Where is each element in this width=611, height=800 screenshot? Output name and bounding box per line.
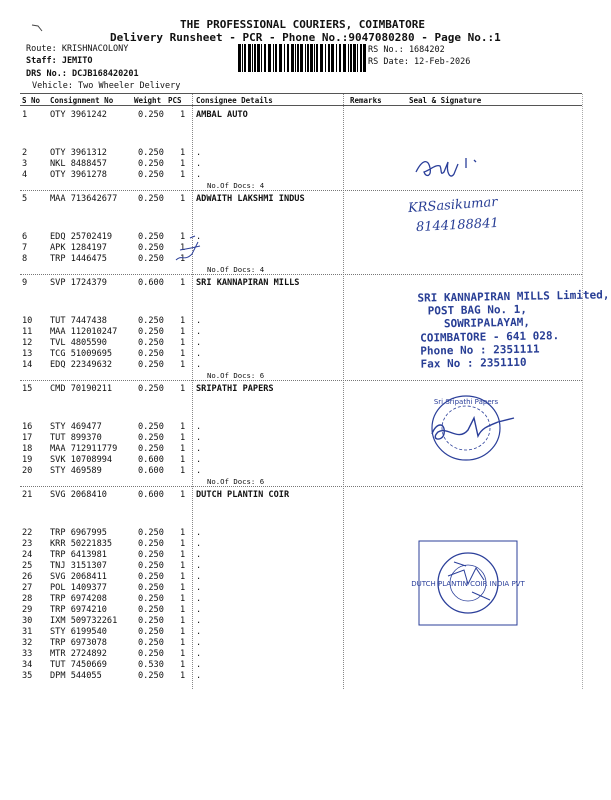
row-consignment: TCG 51009695 <box>50 349 113 359</box>
stamp-text: DUTCH PLANTIN COIR INDIA PVT <box>411 580 525 588</box>
stamp-line: Fax No : 2351110 <box>420 355 527 371</box>
barcode-bar <box>268 44 271 72</box>
row-pcs: 1 <box>180 159 186 169</box>
row-consignee: . <box>196 338 202 348</box>
row-consignee: . <box>196 159 202 169</box>
row-weight: 0.250 <box>138 316 164 326</box>
row-consignment: EDQ 25702419 <box>50 232 113 242</box>
row-weight: 0.250 <box>138 349 164 359</box>
row-sno: 25 <box>22 561 33 571</box>
row-consignment: DPM 544055 <box>50 671 102 681</box>
row-weight: 0.600 <box>138 490 164 500</box>
row-weight: 0.250 <box>138 616 164 626</box>
barcode-bar <box>261 44 262 72</box>
row-consignment: OTY 3961278 <box>50 170 107 180</box>
stamp-line: SRI KANNAPIRAN MILLS Limited, <box>417 288 610 305</box>
barcode-bar <box>244 44 246 72</box>
row-sno: 29 <box>22 605 33 615</box>
row-pcs: 1 <box>180 232 186 242</box>
table-row <box>0 278 600 288</box>
row-weight: 0.250 <box>138 243 164 253</box>
row-sno: 30 <box>22 616 33 626</box>
row-pcs: 1 <box>180 561 186 571</box>
row-sno: 17 <box>22 433 33 443</box>
row-pcs: 1 <box>180 638 186 648</box>
row-sno: 5 <box>22 194 28 204</box>
table-row <box>0 194 600 204</box>
row-sno: 18 <box>22 444 33 454</box>
row-sno: 1 <box>22 110 28 120</box>
row-consignment: TRP 6413981 <box>50 550 107 560</box>
row-consignment: CMD 70190211 <box>50 384 113 394</box>
barcode-bar <box>328 44 330 72</box>
row-pcs: 1 <box>180 422 186 432</box>
row-consignment: STY 6199540 <box>50 627 107 637</box>
row-consignee: AMBAL AUTO <box>196 110 248 120</box>
row-sno: 7 <box>22 243 28 253</box>
row-consignee: SRIPATHI PAPERS <box>196 384 274 394</box>
barcode-bar <box>248 44 251 72</box>
row-sno: 9 <box>22 278 28 288</box>
row-sno: 20 <box>22 466 33 476</box>
row-consignee: . <box>196 170 202 180</box>
barcode-bar <box>316 44 318 72</box>
col-sno: S No <box>22 96 41 105</box>
row-consignment: TRP 6974210 <box>50 605 107 615</box>
row-sno: 23 <box>22 539 33 549</box>
barcode <box>238 44 366 74</box>
row-consignment: SVK 10708994 <box>50 455 113 465</box>
row-consignee: . <box>196 148 202 158</box>
row-consignee: SRI KANNAPIRAN MILLS <box>196 278 300 288</box>
row-sno: 27 <box>22 583 33 593</box>
table-row <box>0 243 600 253</box>
round-stamp <box>418 392 530 464</box>
vehicle-label: Vehicle: Two Wheeler Delivery <box>32 81 181 91</box>
row-pcs: 1 <box>180 444 186 454</box>
docs-count: No.Of Docs: 4 <box>207 265 265 274</box>
row-sno: 15 <box>22 384 33 394</box>
row-pcs: 1 <box>180 433 186 443</box>
route-label: Route: KRISHNACOLONY <box>26 44 129 54</box>
row-pcs: 1 <box>180 490 186 500</box>
table-row <box>0 649 600 659</box>
pen-tick-icon <box>172 232 204 266</box>
table-row <box>0 232 600 242</box>
barcode-bar <box>360 44 362 72</box>
row-consignment: TRP 1446475 <box>50 254 107 264</box>
row-consignment: EDQ 22349632 <box>50 360 113 370</box>
table-row <box>0 148 600 158</box>
row-weight: 0.250 <box>138 254 164 264</box>
barcode-bar <box>273 44 274 72</box>
barcode-bar <box>297 44 299 72</box>
row-sno: 32 <box>22 638 33 648</box>
row-pcs: 1 <box>180 455 186 465</box>
row-weight: 0.250 <box>138 638 164 648</box>
barcode-bar <box>339 44 341 72</box>
barcode-bar <box>320 44 323 72</box>
row-pcs: 1 <box>180 605 186 615</box>
docs-count: No.Of Docs: 6 <box>207 371 265 380</box>
barcode-bar <box>257 44 260 72</box>
row-pcs: 1 <box>180 528 186 538</box>
barcode-bar <box>275 44 277 72</box>
barcode-bar <box>287 44 289 72</box>
row-weight: 0.250 <box>138 170 164 180</box>
row-consignee: . <box>196 627 202 637</box>
row-weight: 0.250 <box>138 594 164 604</box>
row-pcs: 1 <box>180 194 186 204</box>
table-row <box>0 627 600 637</box>
row-weight: 0.250 <box>138 528 164 538</box>
barcode-bar <box>336 44 337 72</box>
barcode-bar <box>325 44 326 72</box>
row-sno: 3 <box>22 159 28 169</box>
row-consignment: TRP 6974208 <box>50 594 107 604</box>
table-row <box>0 110 600 120</box>
row-sno: 28 <box>22 594 33 604</box>
docs-count: No.Of Docs: 6 <box>207 477 265 486</box>
row-weight: 0.250 <box>138 444 164 454</box>
row-weight: 0.250 <box>138 627 164 637</box>
table-row <box>0 254 600 264</box>
row-consignment: TRP 6967995 <box>50 528 107 538</box>
col-weight: Weight <box>134 96 162 105</box>
row-pcs: 1 <box>180 627 186 637</box>
drs-label: DRS No.: DCJB168420201 <box>26 69 139 79</box>
row-consignment: TUT 899370 <box>50 433 102 443</box>
row-pcs: 1 <box>180 170 186 180</box>
row-sno: 19 <box>22 455 33 465</box>
barcode-bar <box>279 44 282 72</box>
row-consignee: . <box>196 583 202 593</box>
stamp-line: POST BAG No. 1, <box>427 302 528 318</box>
row-sno: 21 <box>22 490 33 500</box>
stamp-line: Phone No : 2351111 <box>420 342 540 358</box>
row-consignee: . <box>196 327 202 337</box>
row-consignee: . <box>196 433 202 443</box>
row-consignee: . <box>196 561 202 571</box>
table-row <box>0 660 600 670</box>
barcode-bar <box>348 44 349 72</box>
row-sno: 34 <box>22 660 33 670</box>
row-consignee: . <box>196 605 202 615</box>
row-consignee: . <box>196 660 202 670</box>
row-weight: 0.250 <box>138 605 164 615</box>
row-pcs: 1 <box>180 671 186 681</box>
barcode-bar <box>363 44 366 72</box>
table-header-rule <box>20 105 582 106</box>
receiver-phone: 8144188841 <box>415 215 500 236</box>
staff-label: Staff: JEMITO <box>26 56 93 66</box>
rs-number: RS No.: 1684202 <box>368 45 445 55</box>
row-consignment: NKL 8488457 <box>50 159 107 169</box>
row-weight: 0.600 <box>138 455 164 465</box>
row-consignment: STY 469477 <box>50 422 102 432</box>
barcode-bar <box>353 44 356 72</box>
row-consignee: . <box>196 422 202 432</box>
row-weight: 0.250 <box>138 232 164 242</box>
row-consignee: . <box>196 550 202 560</box>
row-weight: 0.250 <box>138 433 164 443</box>
row-consignment: IXM 509732261 <box>50 616 118 626</box>
row-consignment: OTY 3961242 <box>50 110 107 120</box>
row-pcs: 1 <box>180 316 186 326</box>
row-weight: 0.250 <box>138 384 164 394</box>
row-weight: 0.250 <box>138 550 164 560</box>
row-pcs: 1 <box>180 594 186 604</box>
row-consignee: . <box>196 349 202 359</box>
row-consignment: SVG 2068411 <box>50 572 107 582</box>
row-sno: 33 <box>22 649 33 659</box>
barcode-bar <box>310 44 313 72</box>
barcode-bar <box>238 44 241 72</box>
row-weight: 0.250 <box>138 338 164 348</box>
row-sno: 35 <box>22 671 33 681</box>
company-stamp <box>411 540 525 626</box>
row-weight: 0.250 <box>138 327 164 337</box>
row-weight: 0.250 <box>138 561 164 571</box>
barcode-bar <box>242 44 243 72</box>
table-top-rule <box>20 93 582 94</box>
row-weight: 0.600 <box>138 278 164 288</box>
row-consignee: . <box>196 466 202 476</box>
barcode-bar <box>331 44 334 72</box>
row-pcs: 1 <box>180 243 186 253</box>
table-row <box>0 159 600 169</box>
table-row <box>0 490 600 500</box>
row-sno: 6 <box>22 232 28 242</box>
row-consignment: STY 469589 <box>50 466 102 476</box>
row-pcs: 1 <box>180 349 186 359</box>
table-row <box>0 528 600 538</box>
row-consignment: TUT 7450669 <box>50 660 107 670</box>
row-consignee: . <box>196 232 202 242</box>
row-consignment: MTR 2724892 <box>50 649 107 659</box>
row-pcs: 1 <box>180 572 186 582</box>
group-divider <box>20 274 582 275</box>
row-consignment: MAA 713642677 <box>50 194 118 204</box>
barcode-bar <box>295 44 296 72</box>
barcode-bar <box>252 44 253 72</box>
row-consignee: . <box>196 594 202 604</box>
row-consignment: APK 1284197 <box>50 243 107 253</box>
barcode-bar <box>305 44 306 72</box>
row-consignee: . <box>196 316 202 326</box>
row-consignee: . <box>196 444 202 454</box>
row-sno: 31 <box>22 627 33 637</box>
stamp-line: SOWRIPALAYAM, <box>443 316 531 331</box>
row-pcs: 1 <box>180 338 186 348</box>
barcode-bar <box>357 44 358 72</box>
table-row <box>0 170 600 180</box>
col-pcs: PCS <box>168 96 182 105</box>
row-pcs: 1 <box>180 539 186 549</box>
row-weight: 0.600 <box>138 466 164 476</box>
signature-mark <box>410 150 490 186</box>
row-consignment: TUT 7447438 <box>50 316 107 326</box>
row-consignment: TNJ 3151307 <box>50 561 107 571</box>
row-sno: 14 <box>22 360 33 370</box>
row-sno: 11 <box>22 327 33 337</box>
row-consignment: OTY 3961312 <box>50 148 107 158</box>
row-consignment: TVL 4805590 <box>50 338 107 348</box>
row-weight: 0.250 <box>138 159 164 169</box>
row-consignee: . <box>196 572 202 582</box>
pen-mark-icon <box>30 22 46 34</box>
row-consignee: . <box>196 616 202 626</box>
col-consignment: Consignment No <box>50 96 114 105</box>
row-pcs: 1 <box>180 466 186 476</box>
row-consignee: DUTCH PLANTIN COIR <box>196 490 290 500</box>
col-seal: Seal & Signature <box>409 96 482 105</box>
row-pcs: 1 <box>180 254 186 264</box>
row-pcs: 1 <box>180 360 186 370</box>
row-consignee: . <box>196 539 202 549</box>
row-weight: 0.250 <box>138 671 164 681</box>
row-sno: 10 <box>22 316 33 326</box>
row-sno: 16 <box>22 422 33 432</box>
row-pcs: 1 <box>180 583 186 593</box>
group-divider <box>20 486 582 487</box>
barcode-bar <box>307 44 309 72</box>
row-sno: 26 <box>22 572 33 582</box>
barcode-bar <box>314 44 315 72</box>
row-pcs: 1 <box>180 278 186 288</box>
row-weight: 0.250 <box>138 110 164 120</box>
row-weight: 0.250 <box>138 148 164 158</box>
row-consignee: . <box>196 671 202 681</box>
row-pcs: 1 <box>180 384 186 394</box>
table-row <box>0 671 600 681</box>
row-consignment: SVP 1724379 <box>50 278 107 288</box>
table-row <box>0 638 600 648</box>
row-weight: 0.250 <box>138 360 164 370</box>
row-pcs: 1 <box>180 616 186 626</box>
group-divider <box>20 380 582 381</box>
row-consignment: MAA 112010247 <box>50 327 118 337</box>
rs-date: RS Date: 12-Feb-2026 <box>368 57 471 67</box>
row-consignee: . <box>196 638 202 648</box>
row-weight: 0.530 <box>138 660 164 670</box>
row-pcs: 1 <box>180 148 186 158</box>
company-title: THE PROFESSIONAL COURIERS, COIMBATORE <box>180 18 426 31</box>
row-consignee: . <box>196 455 202 465</box>
row-consignee: . <box>196 360 202 370</box>
row-weight: 0.250 <box>138 539 164 549</box>
row-sno: 8 <box>22 254 28 264</box>
stamp-line: COIMBATORE - 641 028. <box>420 328 560 345</box>
row-pcs: 1 <box>180 660 186 670</box>
row-pcs: 1 <box>180 327 186 337</box>
row-consignment: POL 1409377 <box>50 583 107 593</box>
row-pcs: 1 <box>180 649 186 659</box>
row-consignment: MAA 712911779 <box>50 444 118 454</box>
runsheet-subtitle: Delivery Runsheet - PCR - Phone No.:9047080280 - Page No.:1 <box>110 31 501 44</box>
group-divider <box>20 190 582 191</box>
stamp-text: Sri Sripathi Papers <box>433 398 499 406</box>
row-weight: 0.250 <box>138 194 164 204</box>
row-consignment: TRP 6973078 <box>50 638 107 648</box>
row-sno: 12 <box>22 338 33 348</box>
row-sno: 22 <box>22 528 33 538</box>
row-weight: 0.250 <box>138 572 164 582</box>
row-weight: 0.250 <box>138 422 164 432</box>
row-consignment: SVG 2068410 <box>50 490 107 500</box>
receiver-name: KRSasikumar <box>407 194 498 217</box>
row-pcs: 1 <box>180 110 186 120</box>
row-consignee: . <box>196 528 202 538</box>
barcode-bar <box>350 44 352 72</box>
mills-stamp <box>413 288 610 371</box>
barcode-bar <box>343 44 346 72</box>
barcode-bar <box>264 44 266 72</box>
table-row <box>0 466 600 476</box>
barcode-bar <box>291 44 294 72</box>
barcode-bar <box>284 44 285 72</box>
barcode-bar <box>254 44 256 72</box>
row-sno: 13 <box>22 349 33 359</box>
row-weight: 0.250 <box>138 583 164 593</box>
col-consignee: Consignee Details <box>196 96 273 105</box>
row-sno: 4 <box>22 170 28 180</box>
barcode-bar <box>300 44 303 72</box>
col-remarks: Remarks <box>350 96 382 105</box>
row-consignee: ADWAITH LAKSHMI INDUS <box>196 194 305 204</box>
row-pcs: 1 <box>180 550 186 560</box>
row-consignee: . <box>196 649 202 659</box>
row-consignment: KRR 50221835 <box>50 539 113 549</box>
row-sno: 2 <box>22 148 28 158</box>
row-sno: 24 <box>22 550 33 560</box>
docs-count: No.Of Docs: 4 <box>207 181 265 190</box>
row-weight: 0.250 <box>138 649 164 659</box>
